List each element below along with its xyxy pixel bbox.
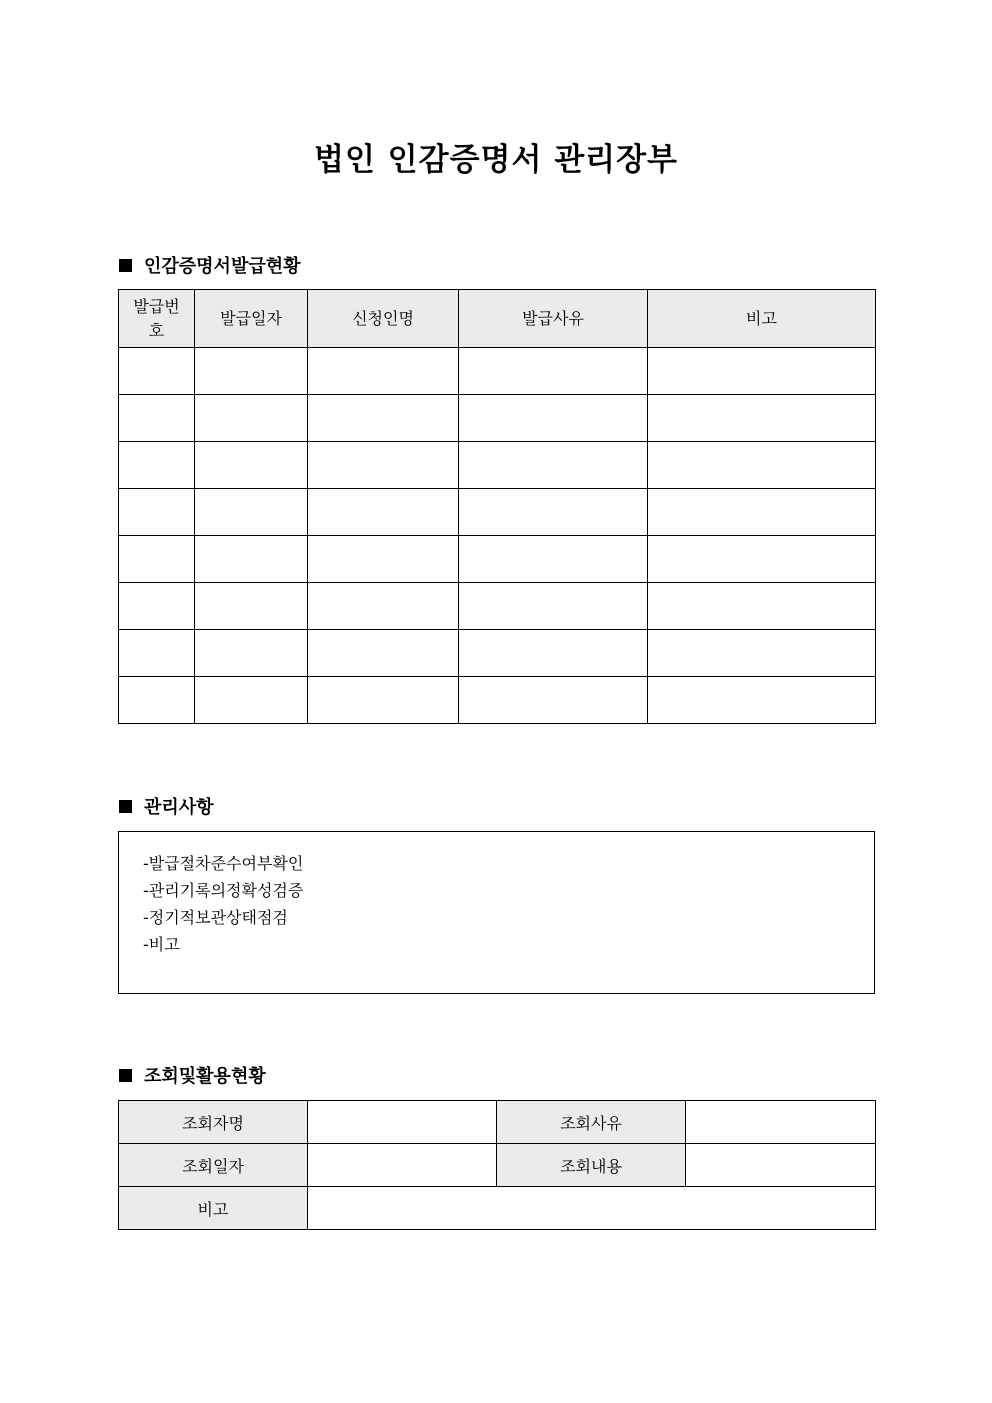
query-row	[119, 1101, 876, 1144]
column-header-issue-number: 발급번호	[119, 290, 195, 348]
square-bullet-icon	[119, 800, 132, 813]
cell-issue-reason[interactable]	[459, 536, 648, 583]
query-table	[118, 1100, 876, 1230]
cell-remarks[interactable]	[648, 677, 876, 724]
table-row	[119, 489, 876, 536]
cell-applicant-name[interactable]	[308, 489, 459, 536]
query-remarks-label: 비고	[119, 1187, 308, 1230]
cell-issue-number[interactable]	[119, 583, 195, 630]
page-title: 법인 인감증명서 관리장부	[314, 142, 678, 178]
management-section-title: 관리사항	[144, 797, 214, 818]
query-row	[119, 1144, 876, 1187]
query-content-value[interactable]	[686, 1144, 876, 1187]
management-item: -발급절차준수여부확인	[143, 854, 304, 873]
cell-issue-date[interactable]	[195, 395, 308, 442]
cell-issue-date[interactable]	[195, 630, 308, 677]
table-row	[119, 395, 876, 442]
issue-table-header-row	[119, 290, 876, 348]
cell-applicant-name[interactable]	[308, 536, 459, 583]
query-remarks-value[interactable]	[308, 1187, 876, 1230]
cell-remarks[interactable]	[648, 348, 876, 395]
query-name-label: 조회자명	[119, 1101, 308, 1144]
issue-section-title: 인감증명서발급현황	[144, 256, 301, 277]
query-date-value[interactable]	[308, 1144, 497, 1187]
issue-section-heading	[119, 253, 301, 277]
query-reason-value[interactable]	[686, 1101, 876, 1144]
management-item: -정기적보관상태점검	[143, 908, 288, 927]
cell-issue-date[interactable]	[195, 489, 308, 536]
cell-issue-reason[interactable]	[459, 677, 648, 724]
cell-remarks[interactable]	[648, 630, 876, 677]
cell-issue-number[interactable]	[119, 395, 195, 442]
table-row	[119, 630, 876, 677]
cell-issue-date[interactable]	[195, 442, 308, 489]
square-bullet-icon	[119, 259, 132, 272]
cell-issue-number[interactable]	[119, 630, 195, 677]
cell-applicant-name[interactable]	[308, 348, 459, 395]
cell-issue-reason[interactable]	[459, 395, 648, 442]
square-bullet-icon	[119, 1069, 132, 1082]
table-row	[119, 348, 876, 395]
cell-remarks[interactable]	[648, 395, 876, 442]
query-section-heading	[119, 1063, 266, 1087]
management-item: -비고	[143, 935, 180, 954]
column-header-issue-reason: 발급사유	[459, 290, 648, 348]
cell-issue-reason[interactable]	[459, 442, 648, 489]
cell-issue-date[interactable]	[195, 348, 308, 395]
cell-issue-date[interactable]	[195, 583, 308, 630]
table-row	[119, 677, 876, 724]
cell-issue-reason[interactable]	[459, 630, 648, 677]
table-row	[119, 583, 876, 630]
cell-remarks[interactable]	[648, 536, 876, 583]
cell-applicant-name[interactable]	[308, 442, 459, 489]
cell-issue-number[interactable]	[119, 677, 195, 724]
issue-table	[118, 289, 876, 724]
cell-remarks[interactable]	[648, 442, 876, 489]
cell-issue-number[interactable]	[119, 442, 195, 489]
cell-applicant-name[interactable]	[308, 630, 459, 677]
cell-issue-reason[interactable]	[459, 489, 648, 536]
query-section-title: 조회및활용현황	[144, 1066, 266, 1087]
cell-issue-date[interactable]	[195, 677, 308, 724]
cell-issue-number[interactable]	[119, 489, 195, 536]
column-header-issue-date: 발급일자	[195, 290, 308, 348]
cell-remarks[interactable]	[648, 489, 876, 536]
management-item: -관리기록의정확성검증	[143, 881, 304, 900]
management-notes-box	[118, 831, 875, 994]
query-reason-label: 조회사유	[497, 1101, 686, 1144]
column-header-remarks: 비고	[648, 290, 876, 348]
query-content-label: 조회내용	[497, 1144, 686, 1187]
cell-issue-reason[interactable]	[459, 348, 648, 395]
query-date-label: 조회일자	[119, 1144, 308, 1187]
query-name-value[interactable]	[308, 1101, 497, 1144]
cell-applicant-name[interactable]	[308, 677, 459, 724]
column-header-applicant-name: 신청인명	[308, 290, 459, 348]
cell-issue-date[interactable]	[195, 536, 308, 583]
table-row	[119, 442, 876, 489]
cell-issue-number[interactable]	[119, 536, 195, 583]
table-row	[119, 536, 876, 583]
cell-applicant-name[interactable]	[308, 583, 459, 630]
cell-applicant-name[interactable]	[308, 395, 459, 442]
query-row	[119, 1187, 876, 1230]
management-section-heading	[119, 794, 214, 818]
cell-issue-number[interactable]	[119, 348, 195, 395]
cell-issue-reason[interactable]	[459, 583, 648, 630]
cell-remarks[interactable]	[648, 583, 876, 630]
